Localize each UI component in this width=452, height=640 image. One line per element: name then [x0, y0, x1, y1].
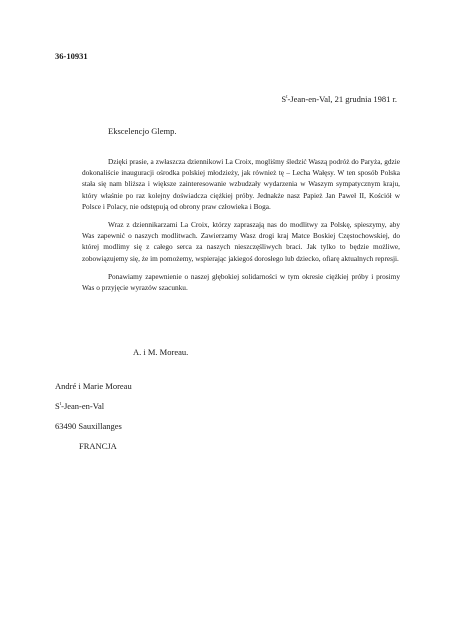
town-superscript: t — [59, 402, 62, 408]
date-superscript: t — [286, 95, 288, 101]
sender-country: FRANCJA — [79, 441, 117, 451]
sender-postal: 63490 Sauxillanges — [55, 421, 122, 431]
date-rest: -Jean-en-Val, 21 grudnia 1981 r. — [287, 94, 397, 104]
body-paragraph: Ponawiamy zapewnienie o naszej głębokiej solidarności w tym okresie ciężkiej próby i prosimy Was o przyjęcie wyrazów szacunku. — [82, 271, 400, 293]
body-paragraph: Wraz z dziennikarzami La Croix, którzy zapraszają nas do modlitwy za Polskę, spieszymy, aby Was zapewnić o naszych modlitwach. Zawierzamy Wasz drogi kraj Matce Boskiej Częstochowskiej, do której modlimy się z całego serca za naszych nieszczęśliwych braci. Jak tylko to będzie możliwe, zobowiązujemy się, że im pomożemy, wspierając jakiegoś dorosłego lub dziecko, ofiarę aktualnych represji. — [82, 220, 400, 263]
town-prefix: S — [55, 401, 60, 411]
signature: A. i M. Moreau. — [133, 347, 189, 357]
document-id: 36-10931 — [55, 51, 88, 61]
letter-date — [281, 94, 397, 104]
sender-name: André i Marie Moreau — [55, 381, 132, 391]
letter-body — [82, 156, 400, 300]
sender-address — [55, 376, 132, 456]
date-prefix: S — [281, 94, 287, 104]
salutation: Ekscelencjo Glemp. — [108, 126, 177, 136]
body-paragraph: Dzięki prasie, a zwłaszcza dziennikowi La Croix, mogliśmy śledzić Waszą podróż do Paryża, gdzie dokonaliście inauguracji ośrodka polskiej młodzieży, jak również tę – Lecha Wałęsy. W ten sposób Polska stała się nam bliższa i większe zainteresowanie wzbudzały wydarzenia w Waszym sympatycznym kraju, który właśnie po raz kolejny doświadcza ciężkiej próby. Jednakże nasz Papież Jan Paweł II, Kościół w Polsce i Polacy, nie odstępują od obrony praw człowieka i Boga. — [82, 157, 400, 211]
town-rest: -Jean-en-Val — [61, 401, 105, 411]
sender-town — [55, 396, 132, 416]
